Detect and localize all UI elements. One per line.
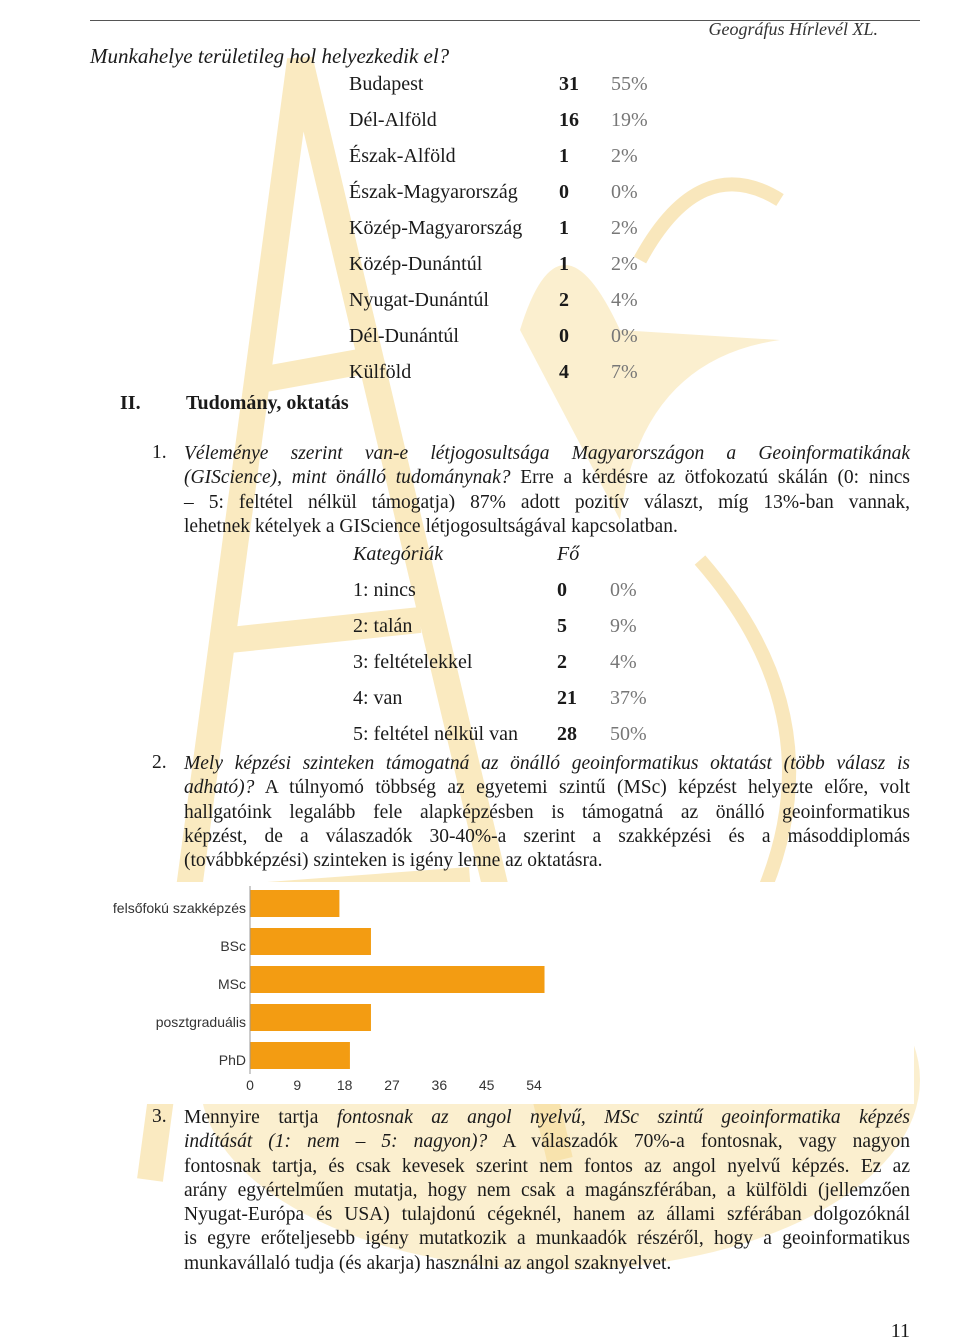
paragraph-line: [184, 1130, 910, 1154]
location-row: [340, 210, 671, 246]
location-count: 0: [559, 324, 569, 347]
category-row: [346, 680, 670, 716]
location-row: [340, 354, 671, 390]
location-name: Dél-Alföld: [349, 108, 437, 131]
answer-text: hallgatóink legalább fele alapképzésben is támogatná az önálló geoinformatikus: [184, 801, 910, 823]
location-count: 16: [559, 108, 579, 131]
category-table: [346, 536, 670, 752]
chart-category-label: posztgraduális: [155, 1013, 246, 1030]
category-percent: 50%: [610, 722, 647, 745]
q3-number: 3.: [152, 1106, 167, 1127]
location-name: Nyugat-Dunántúl: [349, 288, 489, 311]
chart-x-tick: 36: [431, 1077, 448, 1093]
section-number: II.: [120, 392, 141, 414]
answer-text: – 5: feltétel nélkül támogatja) 87% adott pozitív választ, míg 13%-ban vannak,: [184, 491, 910, 513]
location-percent: 2%: [611, 144, 638, 167]
category-count: 2: [557, 650, 567, 673]
location-name: Közép-Magyarország: [349, 216, 523, 239]
chart-bar: [250, 1042, 350, 1069]
paragraph-line: [184, 801, 910, 825]
location-name: Közép-Dunántúl: [349, 252, 483, 275]
answer-text: munkavállaló tudja (és akarja) használni az angol szaknyelvet.: [184, 1252, 672, 1274]
location-percent: 19%: [611, 108, 648, 131]
location-count: 2: [559, 288, 569, 311]
category-name: 1: nincs: [353, 578, 416, 601]
answer-text: képzést, de a válaszadók 30-40%-a szerint a szakképzési és a másoddiplomás: [184, 825, 910, 847]
running-header: Geográfus Hírlevél XL.: [708, 19, 878, 39]
q2-paragraph: [184, 752, 910, 873]
answer-text: A túlnyomó többség az egyetemi szintű (MSc) képzést helyezte előre, volt: [254, 777, 910, 799]
chart-x-tick: 45: [478, 1077, 495, 1093]
location-percent: 4%: [611, 288, 638, 311]
category-percent: 37%: [610, 686, 647, 709]
chart-bar: [250, 1004, 371, 1031]
chart-category-label: felsőfokú szakképzés: [112, 899, 246, 916]
q3-paragraph: [184, 1106, 910, 1276]
question-text: fontosnak az angol nyelvű, MSc szintű geoinformatika képzés: [336, 1107, 910, 1128]
paragraph-line: [184, 752, 910, 776]
category-percent: 9%: [610, 614, 637, 637]
page-number: 11: [890, 1320, 910, 1342]
chart-x-tick: 0: [246, 1077, 254, 1093]
paragraph-line: [184, 1179, 910, 1203]
answer-text: fontosnak tartja, és csak kevesek szerint nem fontos az angol nyelvű képzés. Ez az: [184, 1155, 910, 1177]
chart-bar: [250, 890, 339, 917]
location-percent: 7%: [611, 360, 638, 383]
chart-category-label: MSc: [218, 975, 246, 992]
paragraph-line: [184, 1227, 910, 1251]
location-count: 4: [559, 360, 569, 383]
paragraph-line: [184, 776, 910, 800]
paragraph-line: [184, 442, 910, 466]
section-title: Tudomány, oktatás: [186, 392, 349, 414]
category-row: [346, 716, 670, 752]
location-question: Munkahelye területileg hol helyezkedik el?: [90, 44, 450, 68]
location-name: Észak-Magyarország: [349, 180, 518, 203]
location-count: 31: [559, 72, 579, 95]
section-heading: [120, 392, 349, 415]
location-percent: 0%: [611, 324, 638, 347]
header-category: Kategóriák: [353, 542, 443, 565]
paragraph-line: [184, 825, 910, 849]
location-row: [340, 318, 671, 354]
header-rule: [90, 19, 920, 39]
chart-category-label: PhD: [218, 1051, 246, 1068]
question-text: adható)?: [184, 777, 255, 799]
paragraph-line: [184, 1155, 910, 1179]
location-row: [340, 102, 671, 138]
location-count: 1: [559, 216, 569, 239]
chart-x-tick: 9: [293, 1077, 302, 1093]
paragraph-line: [184, 1203, 910, 1227]
location-name: Észak-Alföld: [349, 144, 456, 167]
location-name: Külföld: [349, 360, 412, 383]
paragraph-line: [184, 1106, 910, 1130]
chart-bar: [250, 928, 371, 955]
answer-text: lehetnek kételyek a GIScience létjogosultságával kapcsolatban.: [184, 515, 678, 537]
answer-text: A válaszadók 70%-a fontosnak, vagy nagyon: [487, 1131, 910, 1153]
location-percent: 2%: [611, 252, 638, 275]
category-count: 28: [557, 722, 577, 745]
location-name: Budapest: [349, 72, 424, 95]
answer-text: arány egyértelműen mutatja, hogy nem csak a magánszférában, a külföldi (jellemzően: [184, 1179, 910, 1201]
location-count: 1: [559, 144, 569, 167]
category-table-header: [346, 536, 670, 572]
category-percent: 0%: [610, 578, 637, 601]
paragraph-line: [184, 491, 910, 515]
chart-x-tick: 54: [526, 1077, 542, 1093]
answer-text: Erre a kérdésre az ötfokozatú skálán (0: nincs: [510, 467, 911, 489]
category-name: 5: feltétel nélkül van: [353, 722, 518, 745]
category-count: 0: [557, 578, 567, 601]
category-count: 21: [557, 686, 577, 709]
location-name: Dél-Dunántúl: [349, 324, 459, 347]
paragraph-line: [184, 466, 910, 490]
question-text: indítását (1: nem – 5: nagyon)?: [184, 1131, 488, 1153]
chart-bar: [250, 966, 545, 993]
location-table: [340, 66, 671, 390]
answer-text: is egyre erőteljesebb igény mutatkozik a munkaadók részéről, hogy a geoinformatikus: [184, 1228, 910, 1250]
category-count: 5: [557, 614, 567, 637]
category-percent: 4%: [610, 650, 637, 673]
location-row: [340, 66, 671, 102]
location-count: 0: [559, 180, 569, 203]
question-text: (GIScience), mint önálló tudománynak?: [184, 467, 511, 489]
location-row: [340, 174, 671, 210]
category-row: [346, 644, 670, 680]
location-count: 1: [559, 252, 569, 275]
chart-category-label: BSc: [220, 937, 246, 954]
chart-x-tick: 27: [384, 1077, 400, 1093]
paragraph-line: [184, 849, 910, 873]
training-level-bar-chart: [96, 882, 914, 1104]
q1-number: 1.: [152, 442, 167, 463]
answer-text: Mennyire tartja: [184, 1107, 337, 1128]
location-percent: 55%: [611, 72, 648, 95]
category-row: [346, 572, 670, 608]
category-name: 3: feltételekkel: [353, 650, 473, 673]
q2-number: 2.: [152, 752, 167, 773]
location-row: [340, 138, 671, 174]
answer-text: (továbbképzési) szinteken is igény lenne az oktatásra.: [184, 850, 603, 872]
chart-x-tick: 18: [336, 1077, 353, 1093]
question-text: Véleménye szerint van-e létjogosultsága Magyarországon a Geoinformatikának: [184, 443, 910, 464]
category-row: [346, 608, 670, 644]
header-count: Fő: [557, 542, 580, 565]
location-row: [340, 246, 671, 282]
answer-text: Nyugat-Európa és USA) tulajdonú cégeknél, hanem az állami szférában dolgozóknál: [184, 1204, 910, 1226]
location-row: [340, 282, 671, 318]
category-name: 2: talán: [353, 614, 413, 637]
q1-paragraph: [184, 442, 910, 539]
location-percent: 2%: [611, 216, 638, 239]
category-name: 4: van: [353, 686, 403, 709]
question-text: Mely képzési szinteken támogatná az önálló geoinformatikus oktatást (több válasz is: [184, 753, 910, 774]
location-percent: 0%: [611, 180, 638, 203]
paragraph-line: [184, 1252, 910, 1276]
